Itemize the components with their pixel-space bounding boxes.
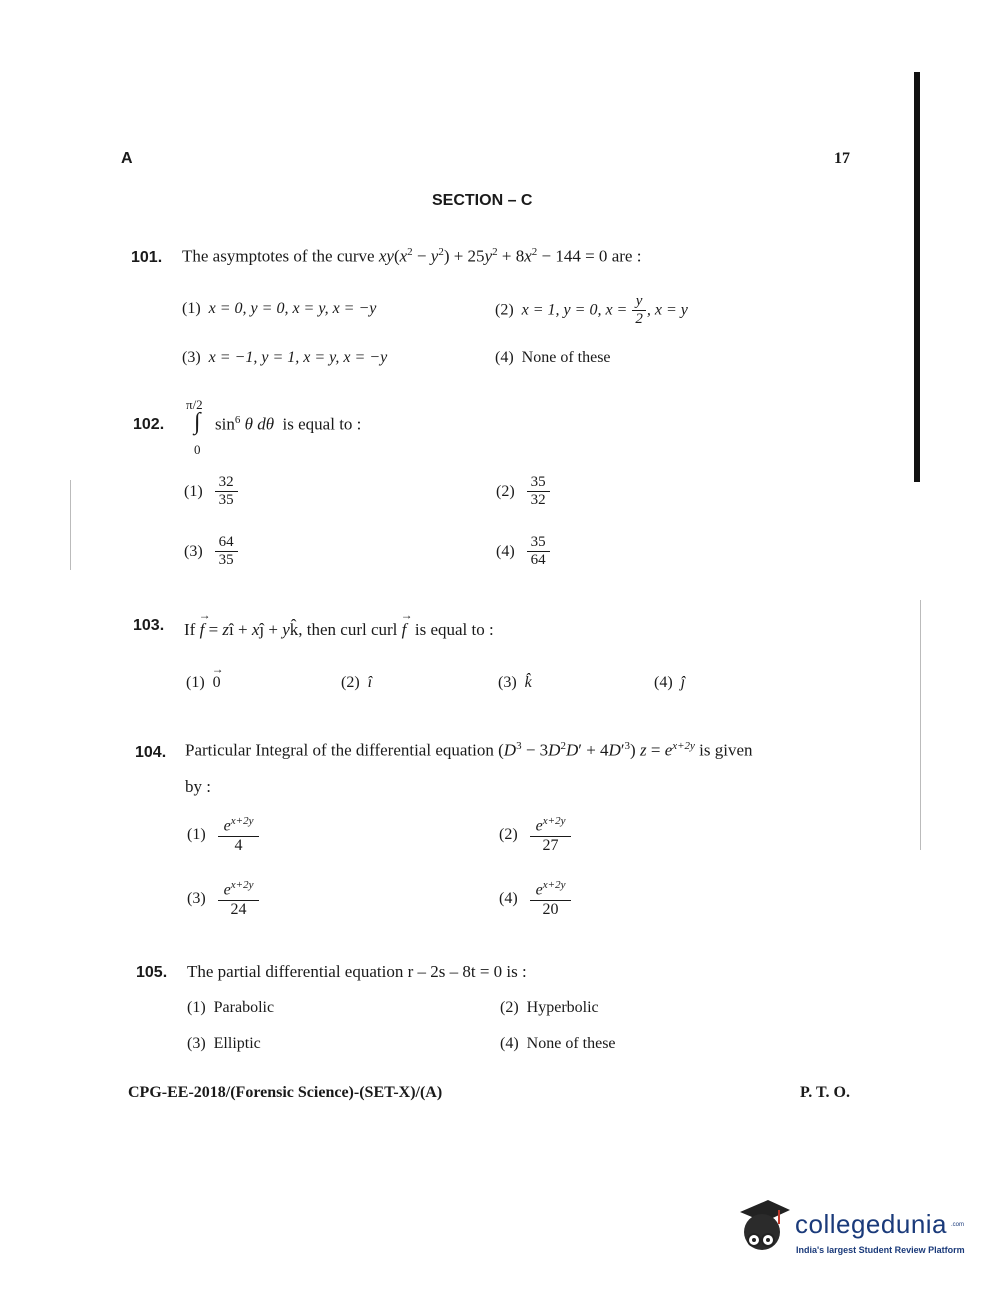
option-2[interactable]: (2) $\frac{35}{32}$ [496, 474, 550, 510]
question-stem: $\sin^6 \theta$ dθ is equal to : [215, 414, 362, 434]
logo-tagline: India's largest Student Review Platform [796, 1245, 965, 1255]
option-3[interactable]: (3) x = −1, y = 1, x = y, x = −y [182, 349, 388, 366]
scan-edge-line [70, 480, 71, 570]
section-title: SECTION – C [432, 192, 533, 209]
fraction: $\frac{y}{2}$ [631, 293, 647, 329]
pto-label: P. T. O. [800, 1084, 850, 1101]
option-1[interactable]: (1) x = 0, y = 0, x = y, x = −y [182, 300, 377, 317]
option-4[interactable]: (4) $\frac{35}{64}$ [496, 534, 550, 570]
option-1[interactable]: (1) $\frac{e^{x+2y}}{4}$ [187, 815, 259, 855]
question-number: 103. [133, 617, 165, 634]
page-number: 17 [834, 150, 850, 167]
integral-upper-limit: π/2 [186, 397, 203, 412]
integral-lower-limit: 0 [194, 442, 201, 457]
option-4[interactable]: (4) ĵ [654, 674, 686, 691]
option-2[interactable]: (2) x = 1, y = 0, x = $\frac{y}{2}$ , x = y [495, 293, 688, 328]
option-2[interactable]: (2) $\frac{e^{x+2y}}{27}$ [499, 815, 571, 855]
option-1[interactable]: (1) Parabolic [187, 999, 275, 1016]
set-label: A [121, 150, 133, 167]
question-stem: Particular Integral of the differential equation $(D^3 - 3D^2D' + 4D'^3) z = e^{x+2y}$ is given [185, 740, 753, 760]
option-3[interactable]: (3) $\frac{64}{35}$ [184, 534, 238, 570]
question-stem: The partial differential equation r – 2s – 8t = 0 is : [187, 962, 527, 981]
option-3[interactable]: (3) k̂ [498, 674, 532, 691]
option-2[interactable]: (2) î [341, 674, 373, 691]
integral-sign: ∫ [194, 409, 201, 435]
question-number: 104. [135, 744, 167, 761]
logo-domain: .com [951, 1222, 965, 1228]
paper-code: CPG-EE-2018/(Forensic Science)-(SET-X)/(A) [128, 1084, 443, 1101]
question-stem-continued: by : [185, 777, 211, 796]
option-1[interactable]: (1) $\frac{32}{35}$ [184, 474, 238, 510]
option-2[interactable]: (2) Hyperbolic [500, 999, 599, 1016]
option-3[interactable]: (3) Elliptic [187, 1035, 261, 1052]
question-number: 101. [131, 249, 163, 266]
question-stem: If f → = zî + xĵ + yk̂, then curl curl f → is equal to : [184, 608, 494, 639]
question-number: 102. [133, 416, 165, 433]
scan-edge-bar [914, 72, 920, 482]
option-4[interactable]: (4) None of these [500, 1035, 616, 1052]
question-number: 105. [136, 964, 168, 981]
scan-edge-line [920, 600, 921, 850]
mascot-logo-icon [734, 1196, 794, 1256]
logo-brand: collegedunia [795, 1209, 948, 1239]
question-stem: The asymptotes of the curve $xy(x^2 - y^2) + 25y^2 + 8x^2 - 144 = 0$ are : [182, 246, 642, 266]
option-4[interactable]: (4) None of these [495, 349, 611, 366]
option-4[interactable]: (4) $\frac{e^{x+2y}}{20}$ [499, 879, 571, 919]
option-1[interactable]: (1) 0 → [186, 662, 224, 691]
option-3[interactable]: (3) $\frac{e^{x+2y}}{24}$ [187, 879, 259, 919]
